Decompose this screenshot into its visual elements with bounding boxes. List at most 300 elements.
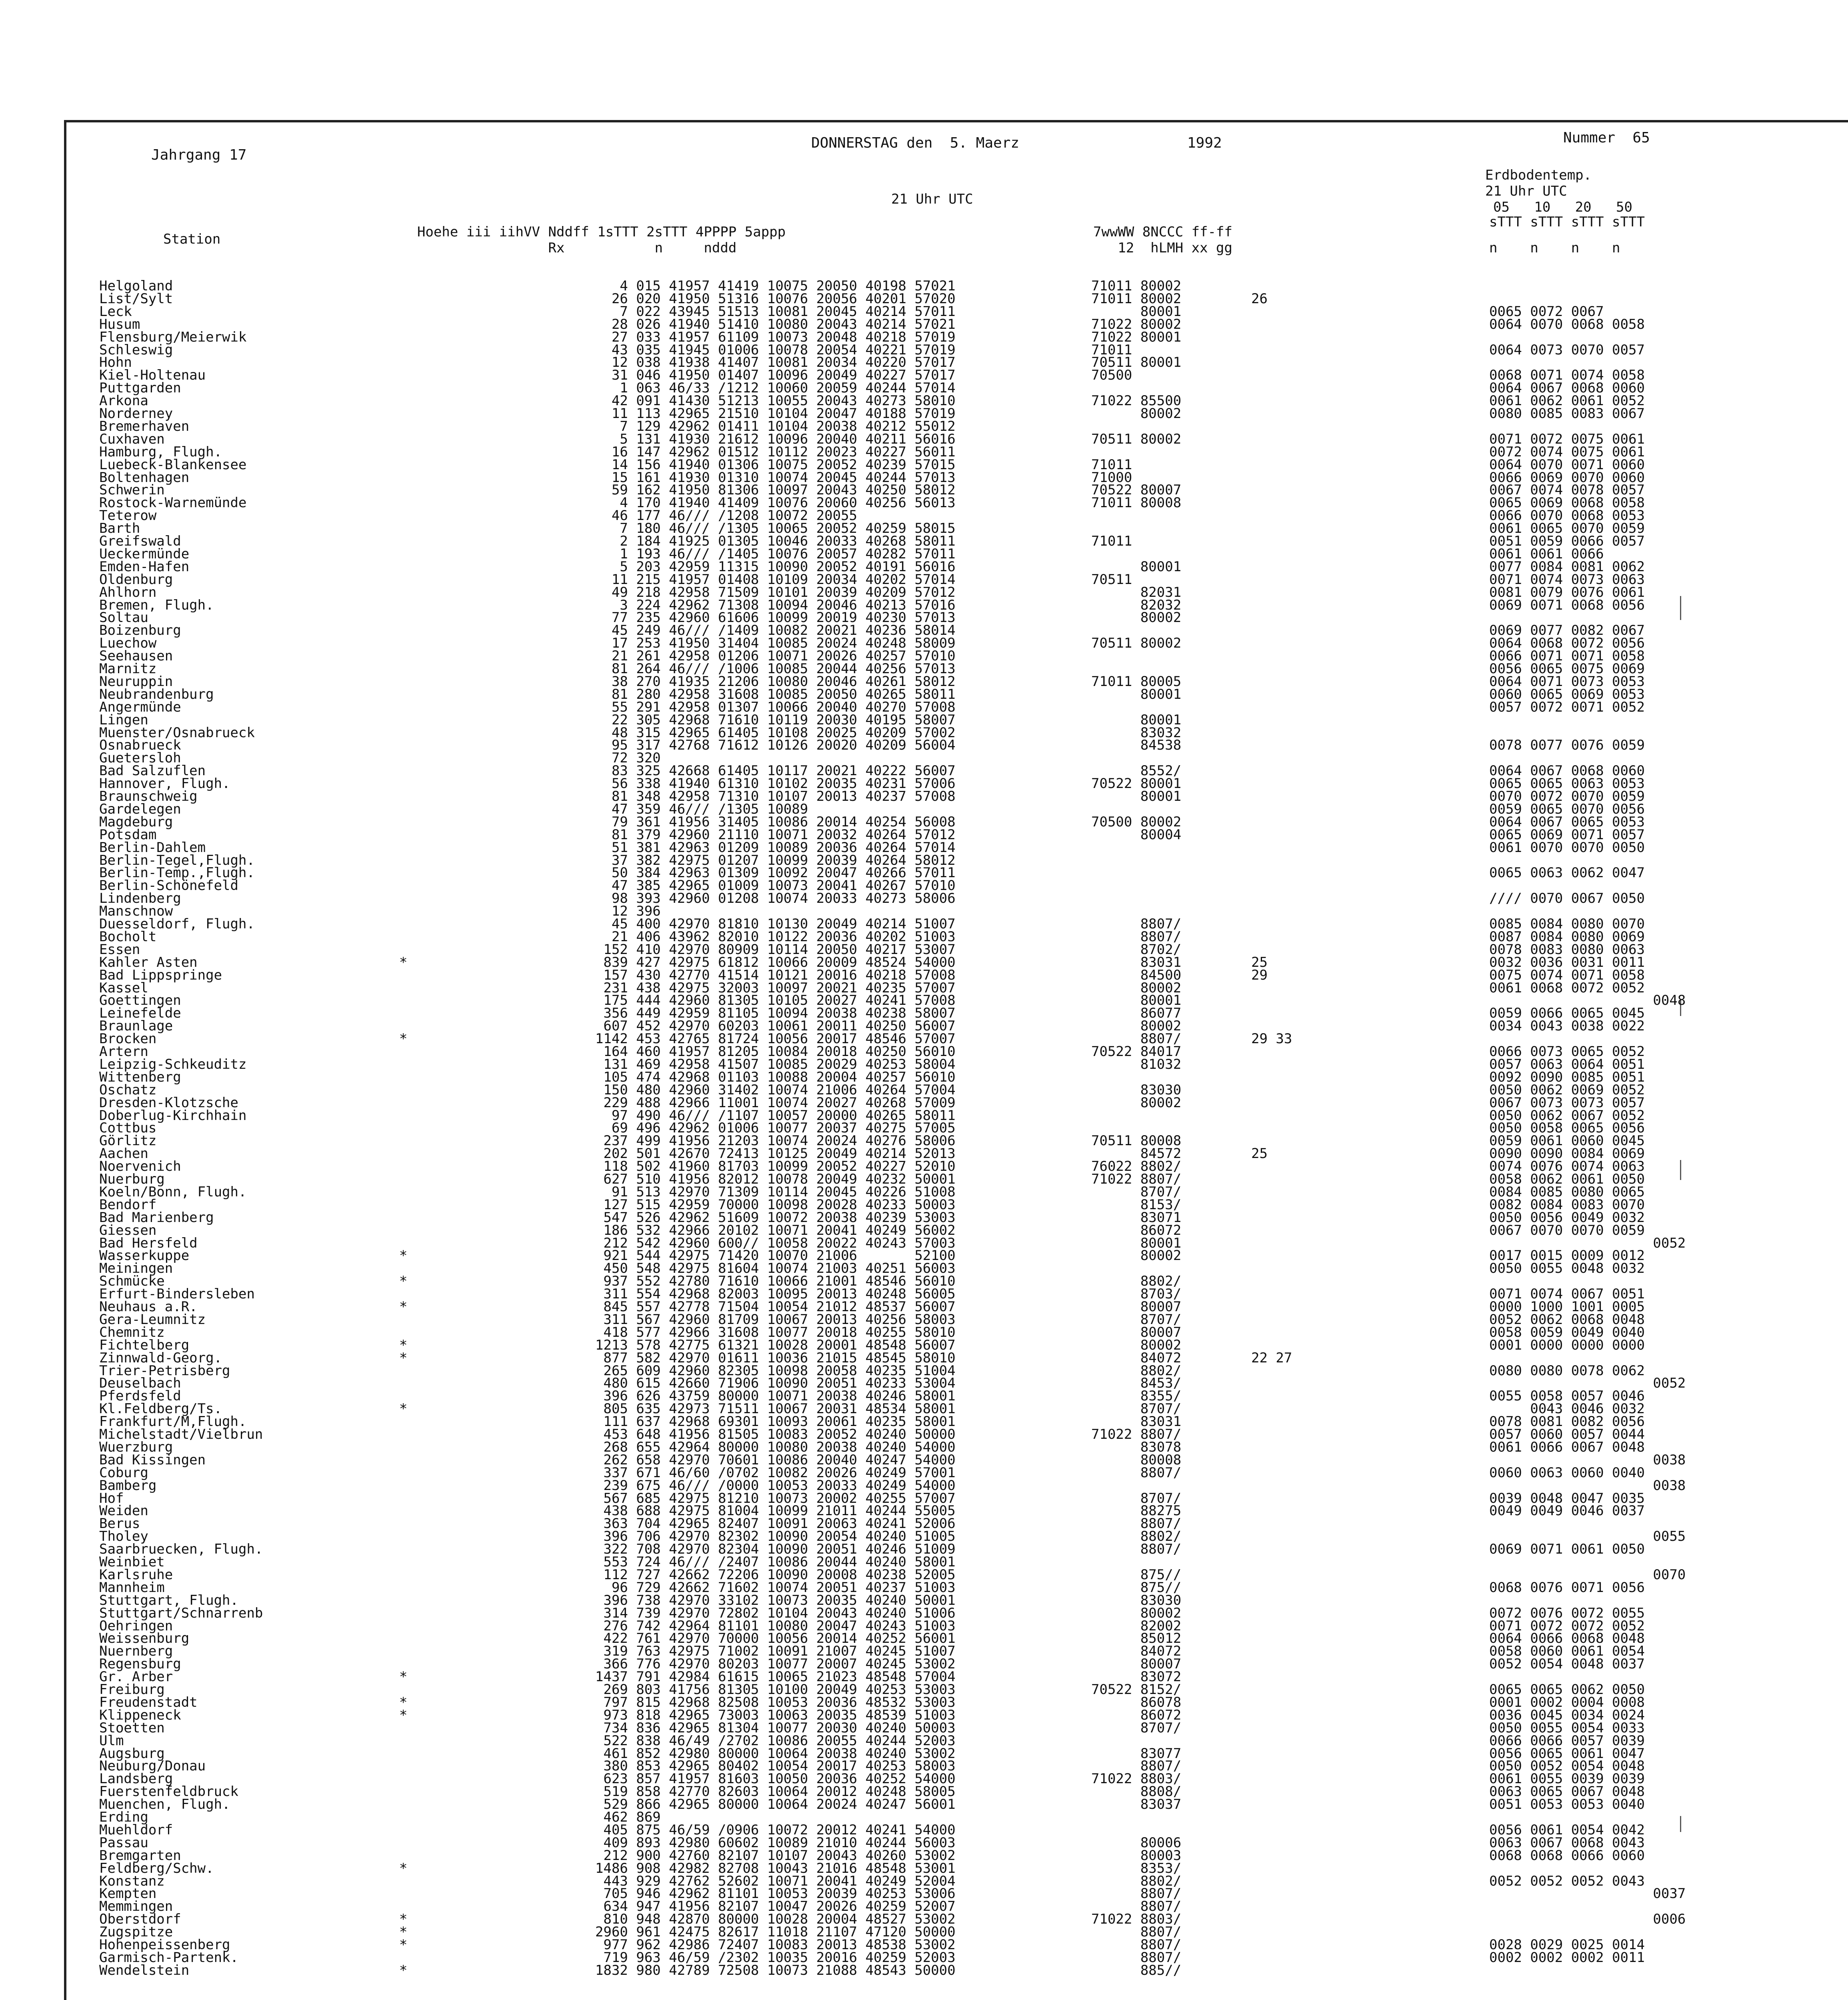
cell-main: 268 655 42964 80000 10080 20038 40240 54000 — [595, 1439, 956, 1455]
cell-soil: 0065 0069 0071 0057 — [1489, 826, 1645, 843]
cell-wx: 8802/ — [1091, 1362, 1182, 1379]
cell-name: Manschnow — [99, 903, 173, 920]
cell-wx: 80001 — [1091, 1235, 1182, 1251]
cell-soil: 0069 0071 0061 0050 — [1489, 1541, 1645, 1558]
cell-wx: 80002 — [1091, 1605, 1182, 1621]
cell-name: Erding — [99, 1809, 148, 1825]
cell-soil: 0065 0063 0062 0047 — [1489, 865, 1645, 881]
cell-main: 5 203 42959 11315 10090 20052 40191 56016 — [595, 558, 956, 575]
cell-wx: 8552/ — [1091, 763, 1182, 779]
soil-columns-subheader: n n n n — [1489, 240, 1620, 256]
cell-name: Fuerstenfeldbruck — [99, 1784, 238, 1800]
cell-soil: 0061 0068 0072 0052 — [1489, 980, 1645, 996]
cell-wx: 82002 — [1091, 1618, 1182, 1634]
soil-depths: 05 10 20 50 — [1493, 199, 1632, 215]
cell-ff: 25 — [1251, 1146, 1268, 1162]
cell-wx: 88275 — [1091, 1503, 1182, 1519]
cell-name: Saarbruecken, Flugh. — [99, 1541, 263, 1558]
cell-wx: 71011 80008 — [1091, 495, 1182, 511]
cell-main: 409 893 42980 60602 10089 21010 40244 56003 — [595, 1834, 956, 1851]
cell-main: 839 427 42975 61812 10066 20009 48524 54000 — [595, 954, 956, 970]
cell-main: 734 836 42965 81304 10077 20030 40240 50003 — [595, 1720, 956, 1736]
cell-name: Stoetten — [99, 1720, 165, 1736]
cell-main: 4 015 41957 41419 10075 20050 40198 57021 — [595, 278, 956, 294]
cell-main: 1437 791 42984 61615 10065 21023 48548 57004 — [595, 1669, 956, 1685]
cell-main: 480 615 42660 71906 10090 20051 40233 53004 — [595, 1375, 956, 1392]
cell-name: Teterow — [99, 508, 157, 524]
cell-n: * — [399, 1924, 408, 1940]
table-row — [0, 456, 1784, 473]
cell-wx: 84538 — [1091, 737, 1182, 754]
cell-main: 1213 578 42775 61321 10028 20001 48548 56007 — [595, 1337, 956, 1353]
cell-soil: 0072 0074 0075 0061 — [1489, 444, 1645, 460]
table-row — [0, 739, 1784, 752]
cell-main: 2960 961 42475 82617 11018 21107 47120 50000 — [595, 1924, 956, 1940]
cell-soil: 0092 0090 0085 0051 — [1489, 1069, 1645, 1085]
cell-name: Emden-Hafen — [99, 558, 190, 575]
cell-soil: 0064 0067 0068 0060 — [1489, 763, 1645, 779]
cell-soil: 0078 0077 0076 0059 — [1489, 737, 1645, 754]
cell-name: Brocken — [99, 1031, 157, 1047]
cell-soil: //// 0070 0067 0050 — [1489, 890, 1645, 907]
cell-name: Muehldorf — [99, 1822, 173, 1838]
cell-main: 462 869 — [595, 1809, 661, 1825]
cell-main: 95 317 42768 71612 10126 20020 40209 56004 — [595, 737, 956, 754]
cell-n: * — [399, 1350, 408, 1366]
cell-soil: 0043 0046 0032 — [1489, 1401, 1645, 1417]
cell-main: 363 704 42965 82407 10091 20063 40241 52006 — [595, 1516, 956, 1532]
cell-name: Arkona — [99, 393, 148, 409]
cell-soil: 0063 0065 0067 0048 — [1489, 1784, 1645, 1800]
cell-soil: 0075 0074 0071 0058 — [1489, 967, 1645, 983]
cell-wx: 70511 80002 — [1091, 431, 1182, 447]
cell-name: Frankfurt/M,Flugh. — [99, 1414, 247, 1430]
cell-soil: 0038 — [1489, 1477, 1686, 1494]
cell-name: Zinnwald-Georg. — [99, 1350, 222, 1366]
cell-name: Schmücke — [99, 1273, 165, 1290]
cell-name: Zugspitze — [99, 1924, 173, 1940]
cell-main: 105 474 42968 01103 10088 20004 40257 56010 — [595, 1069, 956, 1085]
cell-main: 37 382 42975 01207 10099 20039 40264 58012 — [595, 852, 956, 868]
cell-main: 97 490 46/// /1107 10057 20000 40265 58011 — [595, 1107, 956, 1124]
cell-n: * — [399, 1860, 408, 1876]
cell-name: Leck — [99, 303, 132, 320]
cell-name: Schleswig — [99, 342, 173, 358]
cell-soil: 0064 0070 0068 0058 — [1489, 316, 1645, 332]
cell-wx: 8702/ — [1091, 941, 1182, 958]
cell-n: * — [399, 1694, 408, 1710]
cell-wx: 70511 80008 — [1091, 1133, 1182, 1149]
cell-soil: 0017 0015 0009 0012 — [1489, 1248, 1645, 1264]
cell-main: 231 438 42975 32003 10097 20021 40235 57007 — [595, 980, 956, 996]
cell-main: 453 648 41956 81505 10083 20052 40240 50000 — [595, 1426, 956, 1442]
cell-wx: 82032 — [1091, 597, 1182, 613]
cell-name: Regensburg — [99, 1656, 181, 1672]
cell-soil: 0032 0036 0031 0011 — [1489, 954, 1645, 970]
cell-main: 567 685 42975 81210 10073 20002 40255 57007 — [595, 1490, 956, 1506]
cell-main: 81 348 42958 71310 10107 20013 40237 57008 — [595, 788, 956, 804]
table-row — [0, 331, 1784, 344]
cell-soil: 0060 0063 0060 0040 — [1489, 1464, 1645, 1481]
cell-name: Cottbus — [99, 1120, 157, 1136]
cell-wx: 8707/ — [1091, 1311, 1182, 1328]
cell-wx: 71022 8807/ — [1091, 1426, 1182, 1442]
cell-soil: 0050 0055 0048 0032 — [1489, 1260, 1645, 1277]
cell-n: * — [399, 1669, 408, 1685]
cell-main: 422 761 42970 70000 10056 20014 40252 56001 — [595, 1630, 956, 1647]
issue-number: Nummer 65 — [1563, 130, 1650, 146]
cell-main: 47 359 46/// /1305 10089 — [595, 801, 808, 817]
cell-soil: 0064 0070 0071 0060 — [1489, 456, 1645, 473]
cell-main: 72 320 — [595, 750, 661, 766]
cell-wx: 71022 80001 — [1091, 329, 1182, 345]
cell-wx: 71011 — [1091, 533, 1132, 549]
cell-name: Weissenburg — [99, 1630, 190, 1647]
main-columns-subheader: Rx n nddd — [417, 240, 737, 256]
cell-name: Angermünde — [99, 699, 181, 715]
cell-name: Hamburg, Flugh. — [99, 444, 222, 460]
cell-name: Oschatz — [99, 1082, 157, 1098]
cell-wx: 71011 — [1091, 342, 1132, 358]
cell-main: 1142 453 42765 81724 10056 20017 48546 57007 — [595, 1031, 956, 1047]
cell-soil: 0034 0043 0038 0022 — [1489, 1018, 1645, 1034]
cell-wx: 8807/ — [1091, 1516, 1182, 1532]
cell-main: 11 113 42965 21510 10104 20047 40188 57019 — [595, 406, 956, 422]
cell-main: 1486 908 42982 82708 10043 21016 48548 53001 — [595, 1860, 956, 1876]
cell-main: 921 544 42975 71420 10070 21006 52100 — [595, 1248, 956, 1264]
cell-name: Neubrandenburg — [99, 686, 214, 702]
cell-name: Ulm — [99, 1732, 124, 1749]
cell-name: Berlin-Temp.,Flugh. — [99, 865, 255, 881]
table-row — [0, 1352, 1784, 1364]
cell-wx: 70522 80001 — [1091, 776, 1182, 792]
cell-wx: 80002 — [1091, 1337, 1182, 1353]
cell-main: 157 430 42770 41514 10121 20016 40218 57008 — [595, 967, 956, 983]
cell-soil: 0048 — [1489, 992, 1686, 1009]
table-row — [0, 892, 1784, 905]
cell-soil: 0061 0061 0066 — [1489, 546, 1604, 562]
cell-soil: 0050 0052 0054 0048 — [1489, 1758, 1645, 1774]
cell-main: 396 706 42970 82302 10090 20054 40240 51005 — [595, 1528, 956, 1545]
cell-wx: 71022 80002 — [1091, 316, 1182, 332]
cell-wx: 875// — [1091, 1579, 1182, 1596]
cell-main: 96 729 42662 71602 10074 20051 40237 51003 — [595, 1579, 956, 1596]
cell-name: Schwerin — [99, 482, 165, 498]
cell-wx: 80002 — [1091, 1094, 1182, 1111]
cell-soil: 0069 0071 0068 0056 — [1489, 597, 1645, 613]
cell-name: Oldenburg — [99, 571, 173, 588]
cell-wx: 80004 — [1091, 826, 1182, 843]
cell-name: Wittenberg — [99, 1069, 181, 1085]
cell-wx: 84572 — [1091, 1146, 1182, 1162]
cell-name: Ahlhorn — [99, 584, 157, 600]
cell-main: 69 496 42962 01006 10077 20037 40275 57005 — [595, 1120, 956, 1136]
cell-wx: 80002 — [1091, 406, 1182, 422]
cell-soil: 0066 0071 0071 0058 — [1489, 648, 1645, 664]
table-row — [0, 969, 1784, 982]
cell-name: Leinefelde — [99, 1005, 181, 1022]
cell-name: Landsberg — [99, 1771, 173, 1787]
cell-name: Kempten — [99, 1886, 157, 1902]
cell-wx: 8807/ — [1091, 1937, 1182, 1953]
cell-wx: 80002 — [1091, 1018, 1182, 1034]
cell-wx: 8807/ — [1091, 1464, 1182, 1481]
cell-name: Braunlage — [99, 1018, 173, 1034]
cell-name: Meiningen — [99, 1260, 173, 1277]
cell-wx: 80001 — [1091, 558, 1182, 575]
cell-main: 131 469 42958 41507 10085 20029 40253 58004 — [595, 1056, 956, 1072]
cell-main: 7 022 43945 51513 10081 20045 40214 57011 — [595, 303, 956, 320]
cell-soil: 0059 0061 0060 0045 — [1489, 1133, 1645, 1149]
cell-main: 175 444 42960 81305 10105 20027 40241 57008 — [595, 992, 956, 1009]
cell-main: 14 156 41940 01306 10075 20052 40239 57015 — [595, 456, 956, 473]
weather-columns-subheader: 12 hLMH xx gg — [1093, 240, 1232, 256]
cell-soil: 0081 0079 0076 0061 — [1489, 584, 1645, 600]
soil-temp-time: 21 Uhr UTC — [1485, 183, 1567, 199]
cell-main: 519 858 42770 82603 10064 20012 40248 58005 — [595, 1784, 956, 1800]
weather-columns-header: 7wwWW 8NCCC ff-ff — [1093, 224, 1232, 240]
cell-name: Duesseldorf, Flugh. — [99, 916, 255, 932]
cell-name: Barth — [99, 520, 140, 537]
cell-name: Deuselbach — [99, 1375, 181, 1392]
cell-name: Noervenich — [99, 1158, 181, 1175]
cell-main: 3 224 42962 71308 10094 20046 40213 57016 — [595, 597, 956, 613]
cell-name: Freudenstadt — [99, 1694, 198, 1710]
cell-wx: 8707/ — [1091, 1184, 1182, 1200]
cell-name: Boizenburg — [99, 622, 181, 639]
cell-main: 46 177 46/// /1208 10072 20055 — [595, 508, 858, 524]
cell-wx: 71022 8803/ — [1091, 1911, 1182, 1928]
cell-soil: 0074 0076 0074 0063 — [1489, 1158, 1645, 1175]
cell-name: Leipzig-Schkeuditz — [99, 1056, 247, 1072]
cell-name: Chemnitz — [99, 1324, 165, 1340]
cell-wx: 83031 — [1091, 1414, 1182, 1430]
cell-name: Helgoland — [99, 278, 173, 294]
cell-soil: 0058 0059 0049 0040 — [1489, 1324, 1645, 1340]
cell-main: 127 515 42959 70000 10098 20028 40233 50003 — [595, 1196, 956, 1213]
cell-name: Garmisch-Partenk. — [99, 1949, 238, 1966]
cell-main: 26 020 41950 51316 10076 20056 40201 57020 — [595, 290, 956, 307]
cell-wx: 83037 — [1091, 1796, 1182, 1813]
cell-name: Puttgarden — [99, 380, 181, 396]
station-column-header: Station — [163, 231, 221, 247]
cell-main: 319 763 42975 71002 10091 21007 40245 51007 — [595, 1643, 956, 1660]
cell-name: Wendelstein — [99, 1962, 190, 1978]
cell-main: 229 488 42966 11001 10074 20027 40268 57009 — [595, 1094, 956, 1111]
cell-wx: 8807/ — [1091, 928, 1182, 945]
cell-name: Ueckermünde — [99, 546, 190, 562]
cell-wx: 8353/ — [1091, 1860, 1182, 1876]
cell-soil: 0067 0074 0078 0057 — [1489, 482, 1645, 498]
cell-soil: 0065 0069 0068 0058 — [1489, 495, 1645, 511]
table-row — [0, 1732, 1784, 1749]
cell-main: 212 900 42760 82107 10107 20043 40260 53002 — [595, 1847, 956, 1864]
cell-name: Norderney — [99, 406, 173, 422]
cell-main: 91 513 42970 71309 10114 20045 40226 51008 — [595, 1184, 956, 1200]
cell-soil: 0051 0059 0066 0057 — [1489, 533, 1645, 549]
cell-wx: 8802/ — [1091, 1873, 1182, 1889]
cell-main: 7 129 42962 01411 10104 20038 40212 55012 — [595, 418, 956, 434]
cell-main: 337 671 46/60 /0702 10082 20026 40249 57001 — [595, 1464, 956, 1481]
cell-main: 1 063 46/33 /1212 10060 20059 40244 57014 — [595, 380, 956, 396]
cell-name: Rostock-Warnemünde — [99, 495, 247, 511]
cell-wx: 83030 — [1091, 1592, 1182, 1608]
cell-wx: 80007 — [1091, 1299, 1182, 1315]
cell-wx: 80008 — [1091, 1452, 1182, 1468]
cell-name: Trier-Petrisberg — [99, 1362, 230, 1379]
cell-main: 22 305 42968 71610 10119 20030 40195 58007 — [595, 712, 956, 728]
cell-soil: 0052 — [1489, 1375, 1686, 1392]
cell-main: 43 035 41945 01006 10078 20054 40221 57019 — [595, 342, 956, 358]
cell-name: Hannover, Flugh. — [99, 776, 230, 792]
cell-name: Cuxhaven — [99, 431, 165, 447]
cell-name: Klippeneck — [99, 1707, 181, 1723]
cell-name: Hohn — [99, 354, 132, 371]
cell-main: 202 501 42670 72413 10125 20049 40214 52013 — [595, 1146, 956, 1162]
cell-soil: 0052 — [1489, 1235, 1686, 1251]
cell-name: Gr. Arber — [99, 1669, 173, 1685]
cell-soil: 0071 0074 0073 0063 — [1489, 571, 1645, 588]
cell-wx: 71000 — [1091, 469, 1132, 486]
cell-name: Stuttgart/Schnarrenb — [99, 1605, 263, 1621]
cell-name: Neuburg/Donau — [99, 1758, 206, 1774]
cell-soil: 0050 0062 0069 0052 — [1489, 1082, 1645, 1098]
cell-main: 623 857 41957 81603 10050 20036 40252 54000 — [595, 1771, 956, 1787]
cell-soil: 0001 0002 0004 0008 — [1489, 1694, 1645, 1710]
cell-soil: 0057 0072 0071 0052 — [1489, 699, 1645, 715]
cell-wx: 70522 84017 — [1091, 1044, 1182, 1060]
cell-name: Passau — [99, 1834, 148, 1851]
cell-soil: 0061 0066 0067 0048 — [1489, 1439, 1645, 1455]
cell-name: Weinbiet — [99, 1554, 165, 1570]
cell-main: 28 026 41940 51410 10080 20043 40214 57021 — [595, 316, 956, 332]
cell-n: * — [399, 1248, 408, 1264]
cell-wx: 80006 — [1091, 1834, 1182, 1851]
cell-name: Aachen — [99, 1146, 148, 1162]
cell-main: 522 838 46/49 /2702 10086 20055 40244 52003 — [595, 1732, 956, 1749]
cell-soil: 0084 0085 0080 0065 — [1489, 1184, 1645, 1200]
cell-soil: 0058 0062 0061 0050 — [1489, 1171, 1645, 1187]
cell-main: 12 396 — [595, 903, 661, 920]
cell-soil: 0065 0072 0067 — [1489, 303, 1604, 320]
cell-name: Karlsruhe — [99, 1566, 173, 1583]
cell-main: 547 526 42962 51609 10072 20038 40239 53003 — [595, 1209, 956, 1226]
cell-soil: 0061 0055 0039 0039 — [1489, 1771, 1645, 1787]
cell-name: Bad Salzuflen — [99, 763, 206, 779]
cell-name: Stuttgart, Flugh. — [99, 1592, 238, 1608]
cell-soil: 0036 0045 0034 0024 — [1489, 1707, 1645, 1723]
cell-main: 186 532 42966 20102 10071 20041 40249 56002 — [595, 1222, 956, 1238]
cell-wx: 80001 — [1091, 788, 1182, 804]
cell-n: * — [399, 1937, 408, 1953]
cell-main: 529 866 42965 80000 10064 20024 40247 56001 — [595, 1796, 956, 1813]
cell-soil: 0055 — [1489, 1528, 1686, 1545]
cell-main: 380 853 42965 80402 10054 20017 40253 58003 — [595, 1758, 956, 1774]
cell-soil: 0028 0029 0025 0014 — [1489, 1937, 1645, 1953]
cell-name: Marnitz — [99, 661, 157, 677]
cell-wx: 86078 — [1091, 1694, 1182, 1710]
cell-name: Mannheim — [99, 1579, 165, 1596]
cell-name: Pferdsfeld — [99, 1388, 181, 1404]
soil-temp-title: Erdbodentemp. — [1485, 167, 1592, 183]
cell-name: Artern — [99, 1044, 148, 1060]
cell-name: Husum — [99, 316, 140, 332]
cell-soil: 0051 0053 0053 0040 — [1489, 1796, 1645, 1813]
cell-soil: 0068 0076 0071 0056 — [1489, 1579, 1645, 1596]
cell-soil: 0065 0065 0062 0050 — [1489, 1682, 1645, 1698]
cell-name: Guetersloh — [99, 750, 181, 766]
cell-soil: 0052 0054 0048 0037 — [1489, 1656, 1645, 1672]
cell-wx: 80001 — [1091, 712, 1182, 728]
cell-wx: 82031 — [1091, 584, 1182, 600]
cell-wx: 8808/ — [1091, 1784, 1182, 1800]
cell-wx: 83031 — [1091, 954, 1182, 970]
cell-soil: 0066 0066 0057 0039 — [1489, 1732, 1645, 1749]
cell-soil: 0080 0080 0078 0062 — [1489, 1362, 1645, 1379]
cell-main: 977 962 42986 72407 10083 20013 48538 53002 — [595, 1937, 956, 1953]
cell-main: 83 325 42668 61405 10117 20021 40222 56007 — [595, 763, 956, 779]
cell-main: 38 270 41935 21206 10080 20046 40261 58012 — [595, 673, 956, 690]
table-row — [0, 1607, 1784, 1620]
cell-main: 396 626 43759 80000 10071 20038 40246 58001 — [595, 1388, 956, 1404]
cell-wx: 71011 80005 — [1091, 673, 1182, 690]
cell-main: 15 161 41930 01310 10074 20045 40244 57013 — [595, 469, 956, 486]
cell-name: Bad Kissingen — [99, 1452, 206, 1468]
cell-n: * — [399, 1031, 408, 1047]
cell-soil: 0071 0072 0072 0052 — [1489, 1618, 1645, 1634]
cell-main: 877 582 42970 01611 10036 21015 48545 58010 — [595, 1350, 956, 1366]
cell-wx: 70511 80001 — [1091, 354, 1182, 371]
cell-name: Weiden — [99, 1503, 148, 1519]
cell-name: Augsburg — [99, 1745, 165, 1762]
main-columns-header: Hoehe iii iihVV Nddff 1sTTT 2sTTT 4PPPP 5appp — [417, 224, 786, 240]
cell-name: Berlin-Tegel,Flugh. — [99, 852, 255, 868]
cell-name: Tholey — [99, 1528, 148, 1545]
cell-wx: 83032 — [1091, 724, 1182, 741]
cell-soil: 0090 0090 0084 0069 — [1489, 1146, 1645, 1162]
cell-main: 845 557 42778 71504 10054 21012 48537 56007 — [595, 1299, 956, 1315]
cell-wx: 8807/ — [1091, 1886, 1182, 1902]
cell-soil: 0087 0084 0080 0069 — [1489, 928, 1645, 945]
cell-soil: 0071 0072 0075 0061 — [1489, 431, 1645, 447]
cell-main: 262 658 42970 70601 10086 20040 40247 54000 — [595, 1452, 956, 1468]
cell-name: Wuerzburg — [99, 1439, 173, 1455]
cell-name: Koeln/Bonn, Flugh. — [99, 1184, 247, 1200]
cell-wx: 80002 — [1091, 980, 1182, 996]
cell-n: * — [399, 1707, 408, 1723]
cell-soil: 0050 0056 0049 0032 — [1489, 1209, 1645, 1226]
cell-soil: 0064 0071 0073 0053 — [1489, 673, 1645, 690]
cell-name: Flensburg/Meierwik — [99, 329, 247, 345]
cell-wx: 8355/ — [1091, 1388, 1182, 1404]
cell-soil: 0057 0060 0057 0044 — [1489, 1426, 1645, 1442]
cell-soil: 0064 0073 0070 0057 — [1489, 342, 1645, 358]
cell-name: Hof — [99, 1490, 124, 1506]
table-row — [0, 1224, 1784, 1237]
cell-name: Wasserkuppe — [99, 1248, 190, 1264]
cell-name: Luebeck-Blankensee — [99, 456, 247, 473]
cell-name: Neuhaus a.R. — [99, 1299, 198, 1315]
cell-name: Bad Lippspringe — [99, 967, 222, 983]
cell-soil: 0068 0068 0066 0060 — [1489, 1847, 1645, 1864]
table-row — [0, 1964, 1784, 1977]
cell-main: 438 688 42975 81004 10099 21011 40244 55005 — [595, 1503, 956, 1519]
soil-columns-header: sTTT sTTT sTTT sTTT — [1489, 214, 1645, 230]
cell-name: Bocholt — [99, 928, 157, 945]
cell-name: Kahler Asten — [99, 954, 198, 970]
cell-main: 705 946 42962 81101 10053 20039 40253 53006 — [595, 1886, 956, 1902]
cell-name: Seehausen — [99, 648, 173, 664]
